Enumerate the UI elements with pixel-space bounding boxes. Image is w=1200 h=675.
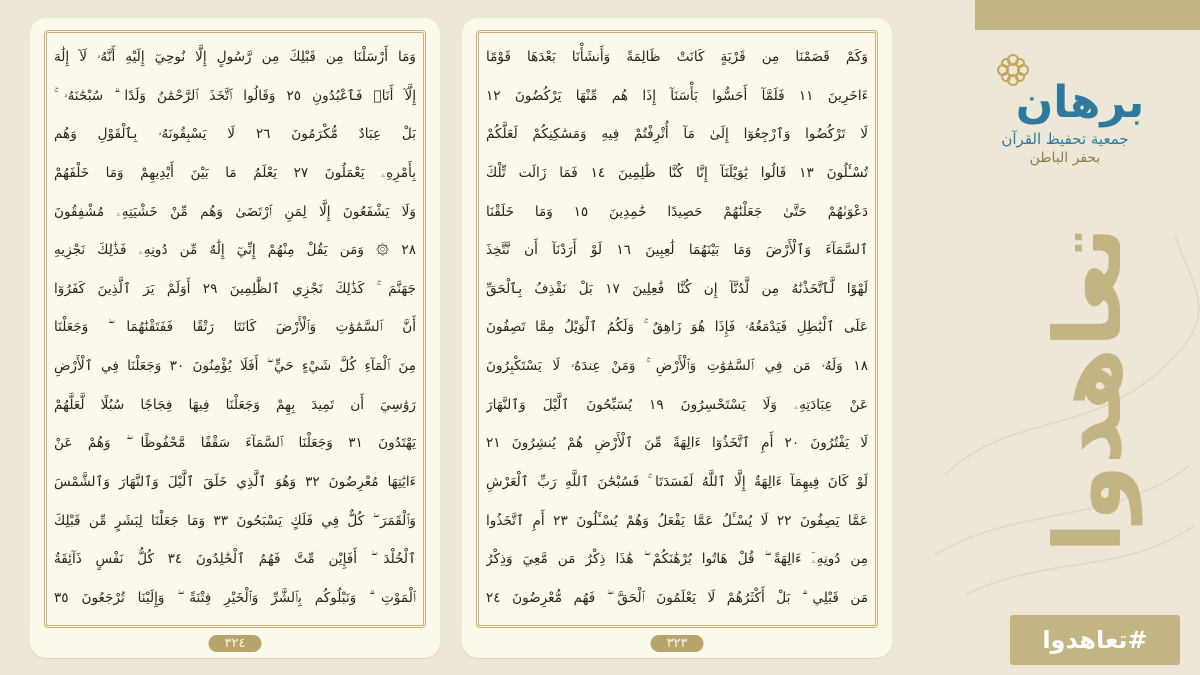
page-lines	[54, 40, 416, 616]
verse-line: لَا يَفْتُرُونَ ٢٠ أَمِ ٱتَّخَذُوٓا ءَالِهَةً مِّنَ ٱلْأَرْضِ هُمْ يُنشِرُونَ ٢١	[486, 435, 868, 452]
verse-line: عَنْ عِبَادَتِهِۦ وَلَا يَسْتَحْسِرُونَ ١٩ يُسَبِّحُونَ ٱلَّيْلَ وَٱلنَّهَارَ	[486, 396, 868, 413]
verse-line: تُسْـَٔلُونَ ١٣ قَالُوا يَٰوَيْلَنَآ إِنَّا كُنَّا ظَٰلِمِينَ ١٤ فَمَا زَالَت تِّلْكَ	[486, 164, 868, 181]
verse-line: بَلْ عِبَادٌ مُّكْرَمُونَ ٢٦ لَا يَسْبِقُونَهُۥ بِٱلْقَوْلِ وَهُم	[54, 126, 416, 143]
logo-word: برهان	[1015, 77, 1145, 128]
verse-line: لَوْ كَانَ فِيهِمَآ ءَالِهَةٌ إِلَّا ٱللَّهُ لَفَسَدَتَا ۚ فَسُبْحَٰنَ ٱللَّهِ رَبِّ ٱلْعَرْشِ	[486, 474, 868, 491]
verse-line: مِن دُونِهِۦٓ ءَالِهَةً ۖ قُلْ هَاتُوا بُرْهَٰنَكُمْ ۖ هَٰذَا ذِكْرُ مَن مَّعِيَ وَذِكْرُ	[486, 551, 868, 568]
verse-line: عَمَّا يَصِفُونَ ٢٢ لَا يُسْـَٔلُ عَمَّا يَفْعَلُ وَهُمْ يُسْـَٔلُونَ ٢٣ أَمِ ٱتَّخَذُوا	[486, 512, 868, 529]
verse-line: جَهَنَّمَ ۚ كَذَٰلِكَ نَجْزِي ٱلظَّٰلِمِينَ ٢٩ أَوَلَمْ يَرَ ٱلَّذِينَ كَفَرُوٓا	[54, 280, 416, 297]
verse-line: لَا تَرْكُضُوا وَٱرْجِعُوٓا إِلَىٰ مَآ أُتْرِفْتُمْ فِيهِ وَمَسَٰكِنِكُمْ لَعَلَّكُمْ	[486, 126, 868, 143]
calligraphy-word: تعاهدوا	[1035, 226, 1142, 554]
verse-line: وَمَا أَرْسَلْنَا مِن قَبْلِكَ مِن رَّسُولٍ إِلَّا نُوحِيٓ إِلَيْهِ أَنَّهُۥ لَآ إِلَٰهَ	[54, 49, 416, 65]
verse-line: لَهْوًا لَّٱتَّخَذْنَٰهُ مِن لَّدُنَّآ إِن كُنَّا فَٰعِلِينَ ١٧ بَلْ نَقْذِفُ بِٱلْحَقِّ	[486, 280, 868, 297]
page-number: ٣٢٣	[651, 635, 704, 652]
verse-line: دَعْوَىٰهُمْ حَتَّىٰ جَعَلْنَٰهُمْ حَصِيدًا خَٰمِدِينَ ١٥ وَمَا خَلَقْنَا	[486, 203, 868, 220]
calligraphy-artwork	[925, 175, 1200, 605]
association-city: بحفر الباطن	[1029, 150, 1101, 166]
verse-line: أَنَّ ٱلسَّمَٰوَٰتِ وَٱلْأَرْضَ كَانَتَا رَتْقًا فَفَتَقْنَٰهُمَا ۖ وَجَعَلْنَا	[54, 319, 416, 336]
verse-line: ٢٨ ۞ وَمَن يَقُلْ مِنْهُمْ إِنِّيٓ إِلَٰهٌ مِّن دُونِهِۦ فَذَٰلِكَ نَجْزِيهِ	[54, 242, 416, 259]
verse-line: ١٨ وَلَهُۥ مَن فِي ٱلسَّمَٰوَٰتِ وَٱلْأَرْضِ ۚ وَمَنْ عِندَهُۥ لَا يَسْتَكْبِرُونَ	[486, 358, 868, 375]
verse-line: مِنَ ٱلْمَآءِ كُلَّ شَيْءٍ حَيٍّ ۖ أَفَلَا يُؤْمِنُونَ ٣٠ وَجَعَلْنَا فِي ٱلْأَرْضِ	[54, 358, 416, 375]
quran-page-right	[462, 18, 892, 658]
verse-line: ٱلسَّمَآءَ وَٱلْأَرْضَ وَمَا بَيْنَهُمَا لَٰعِبِينَ ١٦ لَوْ أَرَدْنَآ أَن نَّتَّخِذَ	[486, 242, 868, 259]
verse-line: ءَايَٰتِهَا مُعْرِضُونَ ٣٢ وَهُوَ ٱلَّذِي خَلَقَ ٱلَّيْلَ وَٱلنَّهَارَ وَٱلشَّمْسَ	[54, 474, 416, 491]
verse-line: عَلَى ٱلْبَٰطِلِ فَيَدْمَغُهُۥ فَإِذَا هُوَ زَاهِقٌ ۚ وَلَكُمُ ٱلْوَيْلُ مِمَّا تَصِفُونَ	[486, 319, 868, 336]
page-number: ٣٢٤	[209, 635, 262, 652]
verse-line: بِأَمْرِهِۦ يَعْمَلُونَ ٢٧ يَعْلَمُ مَا بَيْنَ أَيْدِيهِمْ وَمَا خَلْفَهُمْ	[54, 164, 416, 181]
page-lines	[486, 40, 868, 616]
verse-line: وَٱلْقَمَرَ ۖ كُلٌّ فِي فَلَكٍ يَسْبَحُونَ ٣٣ وَمَا جَعَلْنَا لِبَشَرٍ مِّن قَبْلِكَ	[54, 512, 416, 529]
association-name: جمعية تحفيظ القرآن	[1001, 130, 1129, 148]
verse-line: ٱلْمَوْتِ ۗ وَنَبْلُوكُم بِٱلشَّرِّ وَٱلْخَيْرِ فِتْنَةً ۖ وَإِلَيْنَا تُرْجَعُونَ ٣٥	[54, 589, 416, 606]
verse-line: إِلَّآ أَنَا۠ فَٱعْبُدُونِ ٢٥ وَقَالُوا ٱتَّخَذَ ٱلرَّحْمَٰنُ وَلَدًا ۗ سُبْحَٰنَهُۥ ۚ	[54, 87, 416, 104]
verse-line: يَهْتَدُونَ ٣١ وَجَعَلْنَا ٱلسَّمَآءَ سَقْفًا مَّحْفُوظًا ۖ وَهُمْ عَنْ	[54, 435, 416, 452]
verse-line: وَكَمْ قَصَمْنَا مِن قَرْيَةٍ كَانَتْ ظَالِمَةً وَأَنشَأْنَا بَعْدَهَا قَوْمًا	[486, 49, 868, 65]
verse-line: ءَاخَرِينَ ١١ فَلَمَّآ أَحَسُّوا بَأْسَنَآ إِذَا هُم مِّنْهَا يَرْكُضُونَ ١٢	[486, 87, 868, 104]
verse-line: رَوَٰسِيَ أَن تَمِيدَ بِهِمْ وَجَعَلْنَا فِيهَا فِجَاجًا سُبُلًا لَّعَلَّهُمْ	[54, 396, 416, 413]
hashtag-badge: #تعاهدوا	[1010, 615, 1180, 665]
quran-page-left	[30, 18, 440, 658]
verse-line: ٱلْخُلْدَ ۖ أَفَإِيْن مِّتَّ فَهُمُ ٱلْخَٰلِدُونَ ٣٤ كُلُّ نَفْسٍ ذَآئِقَةُ	[54, 551, 416, 568]
verse-line: وَلَا يَشْفَعُونَ إِلَّا لِمَنِ ٱرْتَضَىٰ وَهُم مِّنْ خَشْيَتِهِۦ مُشْفِقُونَ	[54, 203, 416, 220]
top-gold-bar	[975, 0, 1200, 30]
verse-line: مَن قَبْلِي ۗ بَلْ أَكْثَرُهُمْ لَا يَعْلَمُونَ ٱلْحَقَّ ۖ فَهُم مُّعْرِضُونَ ٢٤	[486, 589, 868, 606]
